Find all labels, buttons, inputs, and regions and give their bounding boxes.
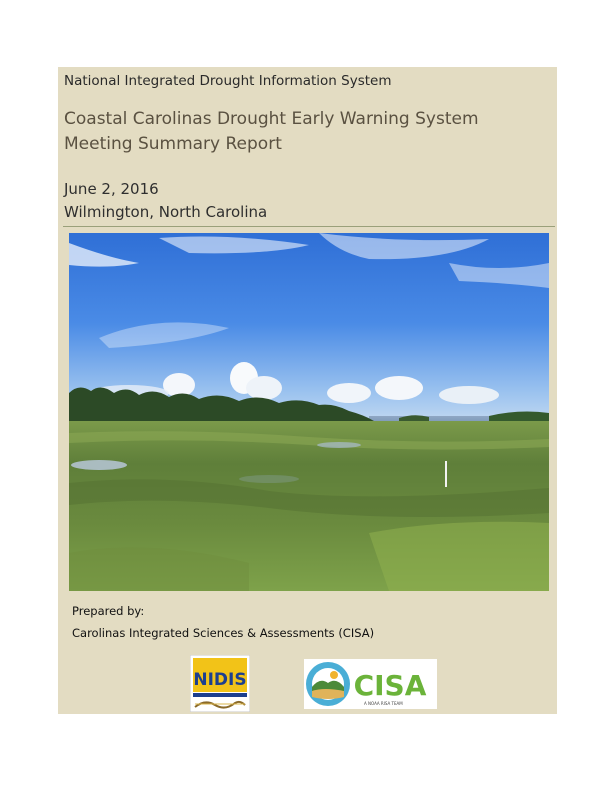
- prepared-by-organization: Carolinas Integrated Sciences & Assessments (CISA): [72, 626, 375, 640]
- nidis-logo-text: NIDIS: [193, 670, 247, 690]
- nidis-logo-icon: [190, 655, 250, 712]
- header-divider: [63, 226, 555, 227]
- cisa-logo-text: CISA: [353, 669, 427, 702]
- meeting-info: [64, 178, 267, 224]
- report-title: [64, 107, 479, 157]
- cover-panel: [58, 67, 557, 714]
- cover-photo-salt-marsh: [69, 233, 549, 591]
- prepared-by-label: Prepared by:: [72, 604, 145, 618]
- organization-name: National Integrated Drought Information System: [64, 73, 392, 89]
- report-title-line-1: Coastal Carolinas Drought Early Warning System: [64, 109, 479, 129]
- meeting-location: Wilmington, North Carolina: [64, 203, 268, 221]
- report-title-line-2: Meeting Summary Report: [64, 134, 282, 154]
- cisa-logo-icon: [304, 659, 437, 709]
- cisa-logo-tagline: A NOAA RISA TEAM: [364, 701, 403, 706]
- meeting-date: June 2, 2016: [64, 180, 159, 198]
